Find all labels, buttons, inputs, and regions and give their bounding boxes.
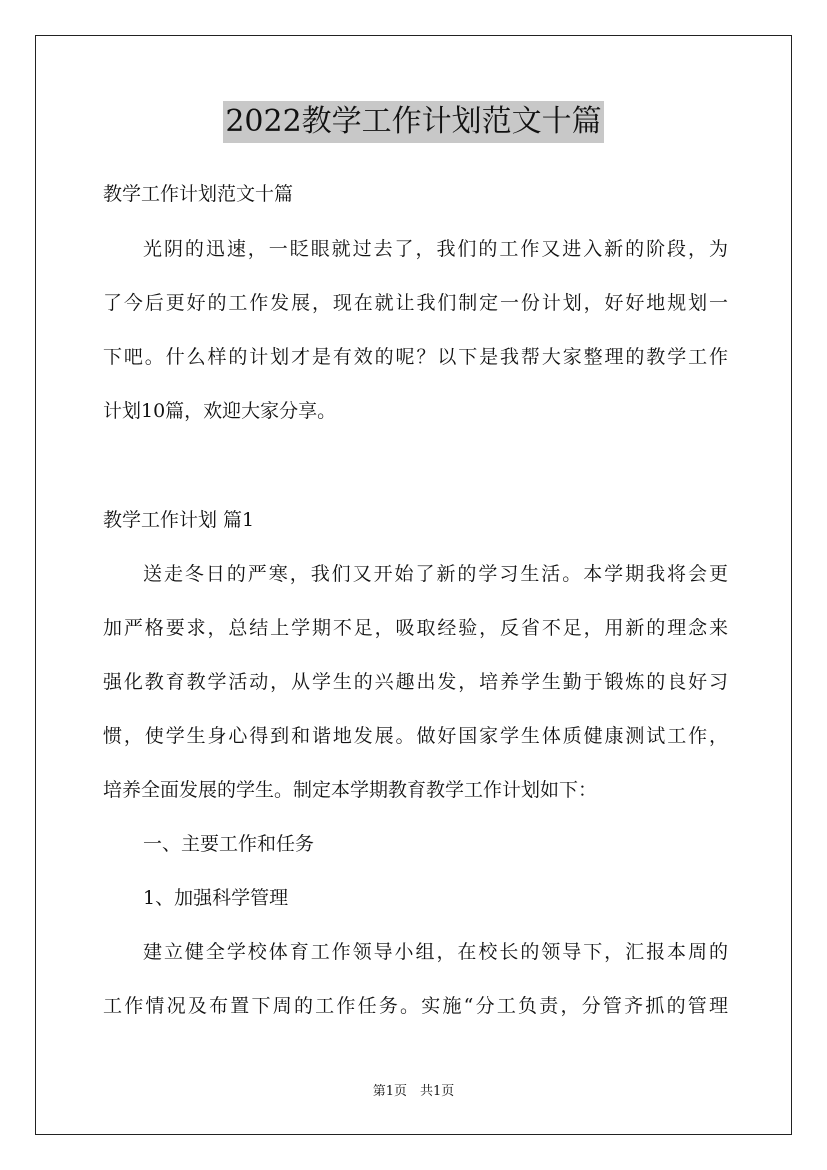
- section-line: 培养全面发展的学生。制定本学期教育教学工作计划如下：: [103, 779, 598, 801]
- section-line: 惯，使学生身心得到和谐地发展。做好国家学生体质健康测试工作，: [103, 725, 728, 747]
- section-line: 加严格要求，总结上学期不足，吸取经验，反省不足，用新的理念来: [103, 617, 728, 639]
- section-heading: 教学工作计划 篇1: [103, 509, 255, 531]
- document-subtitle: 教学工作计划范文十篇: [103, 183, 294, 205]
- title-container: [0, 101, 827, 143]
- intro-line: 光阴的迅速，一眨眼就过去了，我们的工作又进入新的阶段，为: [143, 238, 728, 260]
- intro-line: 了今后更好的工作发展，现在就让我们制定一份计划，好好地规划一: [103, 292, 728, 314]
- subitem-heading: 1、加强科学管理: [143, 887, 289, 909]
- body-line: 建立健全学校体育工作领导小组，在校长的领导下，汇报本周的: [143, 941, 728, 963]
- intro-line: 计划10篇，欢迎大家分享。: [103, 400, 337, 422]
- document-title: 2022教学工作计划范文十篇: [223, 101, 603, 143]
- body-line: 工作情况及布置下周的工作任务。实施“分工负责，分管齐抓的管理: [103, 995, 728, 1017]
- section-line: 强化教育教学活动，从学生的兴趣出发，培养学生勤于锻炼的良好习: [103, 671, 728, 693]
- intro-line: 下吧。什么样的计划才是有效的呢？以下是我帮大家整理的教学工作: [103, 346, 728, 368]
- section-line: 送走冬日的严寒，我们又开始了新的学习生活。本学期我将会更: [143, 563, 728, 585]
- page-footer: 第1页 共1页: [372, 1084, 455, 1099]
- item-heading: 一、主要工作和任务: [143, 833, 315, 855]
